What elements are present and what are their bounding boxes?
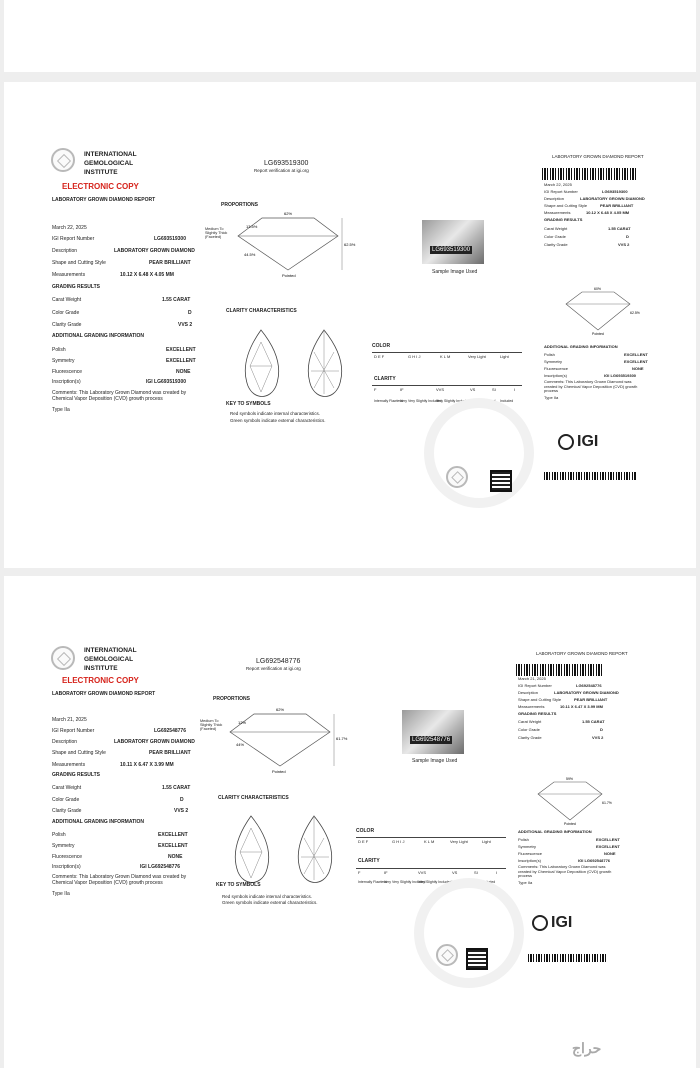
right-label-carat: Carat Weight xyxy=(544,226,568,231)
right-value-number: LG692548776 xyxy=(576,683,602,688)
clarity-scale-si: SI xyxy=(492,387,496,392)
label-description: Description xyxy=(52,248,78,254)
report-title: LABORATORY GROWN DIAMOND REPORT xyxy=(52,197,156,203)
right-proportions-diagram xyxy=(552,286,642,336)
value-shape: PEAR BRILLIANT xyxy=(149,750,191,756)
right-value-measurements: 10.12 X 6.48 X 4.05 MM xyxy=(586,210,630,215)
clarity-sub-3: Slightly Included xyxy=(452,880,478,884)
institute-line2: GEMOLOGICAL xyxy=(84,656,134,663)
report-1 xyxy=(4,82,696,568)
right-label-symmetry: Symmetry xyxy=(518,844,536,849)
clarity-sub-2: Very Slightly Included xyxy=(418,880,452,884)
right-label-additional: ADDITIONAL GRADING INFORMATION xyxy=(518,829,592,834)
right-label-shape: Shape and Cutting Style xyxy=(544,203,588,208)
clarity-sub-1: Very Very Slightly Included xyxy=(400,399,442,403)
right-value-carat: 1.55 CARAT xyxy=(608,226,631,231)
clarity-plot xyxy=(226,812,346,892)
right-comments: Comments: This Laboratory Grown Diamond was created by Chemical Vapor Deposition (CVD) growth process xyxy=(518,864,612,879)
right-label-color: Color Grade xyxy=(518,727,540,732)
right-label-additional: ADDITIONAL GRADING INFORMATION xyxy=(544,344,618,349)
label-additional: ADDITIONAL GRADING INFORMATION xyxy=(52,333,145,339)
label-clarity: CLARITY xyxy=(374,376,396,382)
right-table-pct: 59% xyxy=(566,777,574,781)
right-label-measurements: Measurements xyxy=(544,210,571,215)
igi-seal-icon xyxy=(51,148,75,172)
right-label-polish: Polish xyxy=(544,352,555,357)
value-symmetry: EXCELLENT xyxy=(158,843,188,849)
clarity-scale-line xyxy=(372,385,522,386)
right-proportions-diagram xyxy=(524,776,614,826)
label-carat: Carat Weight xyxy=(52,297,82,303)
right-bottom-barcode xyxy=(544,472,636,480)
right-value-shape: PEAR BRILLIANT xyxy=(574,697,608,702)
qr-code xyxy=(466,948,488,970)
report-date: March 22, 2025 xyxy=(52,225,87,231)
right-value-clarity: VVS 2 xyxy=(618,242,630,247)
report-page-1 xyxy=(4,82,696,568)
right-value-number: LG693519300 xyxy=(602,189,628,194)
value-clarity-grade: VVS 2 xyxy=(178,322,193,328)
right-value-description: LABORATORY GROWN DIAMOND xyxy=(580,196,645,201)
right-diamond-profile xyxy=(566,292,630,330)
qr-code xyxy=(490,470,512,492)
right-label-carat: Carat Weight xyxy=(518,719,542,724)
label-color-grade: Color Grade xyxy=(52,797,80,803)
value-polish: EXCELLENT xyxy=(166,347,196,353)
value-inscription: IGI LG692548776 xyxy=(140,864,181,870)
value-fluorescence: NONE xyxy=(168,854,183,860)
igi-logo xyxy=(532,914,572,932)
right-value-color: D xyxy=(626,234,629,239)
pavilion-pct: 44.5% xyxy=(244,252,256,257)
right-type: Type IIa xyxy=(544,395,559,400)
right-report-title: LABORATORY GROWN DIAMOND REPORT xyxy=(552,154,644,159)
label-fluorescence: Fluorescence xyxy=(52,369,83,375)
value-shape: PEAR BRILLIANT xyxy=(149,260,191,266)
color-scale-klm: K L M xyxy=(424,839,435,844)
color-scale-very-light: Very Light xyxy=(450,839,468,844)
right-value-carat: 1.55 CARAT xyxy=(582,719,605,724)
report-page-2 xyxy=(4,576,696,1068)
label-clarity-grade: Clarity Grade xyxy=(52,808,82,814)
institute-line2: GEMOLOGICAL xyxy=(84,160,134,167)
photo-inscription: LG693519300 xyxy=(432,247,471,253)
color-scale-light: Light xyxy=(500,354,509,359)
right-value-symmetry: EXCELLENT xyxy=(596,844,620,849)
clarity-sub-2: Very Slightly Included xyxy=(436,399,470,403)
right-label-polish: Polish xyxy=(518,837,529,842)
label-symmetry: Symmetry xyxy=(52,843,75,849)
previous-page-strip xyxy=(4,0,696,72)
pear-crown-facets xyxy=(250,342,272,392)
clarity-scale-f: F xyxy=(374,387,377,392)
right-date: March 22, 2025 xyxy=(544,182,572,187)
clarity-scale-vs: VS xyxy=(470,387,476,392)
institute-line3: INSTITUTE xyxy=(84,169,118,176)
institute-line1: INTERNATIONAL xyxy=(84,151,137,158)
value-measurements: 10.12 X 6.48 X 4.05 MM xyxy=(120,272,174,278)
right-pointed: Pointed xyxy=(592,332,604,336)
crown-pct: 12% xyxy=(238,720,247,725)
right-value-inscription: IGI LG692548776 xyxy=(578,858,611,863)
color-scale-very-light: Very Light xyxy=(468,354,486,359)
photo-inscription: LG692548776 xyxy=(412,737,451,743)
clarity-scale-if: IF xyxy=(400,387,404,392)
right-value-fluorescence: NONE xyxy=(604,851,616,856)
clarity-sub-1: Very Very Slightly Included xyxy=(384,880,426,884)
value-inscription: IGI LG693519300 xyxy=(146,379,187,385)
electronic-copy-label: ELECTRONIC COPY xyxy=(62,182,139,191)
color-scale-line xyxy=(372,352,522,353)
right-value-fluorescence: NONE xyxy=(632,366,644,371)
proportions-diagram xyxy=(218,208,358,278)
report-2 xyxy=(4,576,696,1068)
label-grading-results: GRADING RESULTS xyxy=(52,772,100,778)
right-label-clarity: Clarity Grade xyxy=(518,735,542,740)
table-pct: 62% xyxy=(284,211,293,216)
value-symmetry: EXCELLENT xyxy=(166,358,196,364)
report-date: March 21, 2025 xyxy=(52,717,87,723)
label-clarity-characteristics: CLARITY CHARACTERISTICS xyxy=(218,795,289,801)
watermark-seal xyxy=(414,878,524,988)
label-polish: Polish xyxy=(52,347,66,353)
color-scale-klm: K L M xyxy=(440,354,451,359)
sample-diamond-image xyxy=(422,220,484,264)
right-value-shape: PEAR BRILLIANT xyxy=(600,203,634,208)
electronic-copy-label: ELECTRONIC COPY xyxy=(62,676,139,685)
clarity-scale-si: SI xyxy=(474,870,478,875)
institute-line1: INTERNATIONAL xyxy=(84,647,137,654)
clarity-scale-i: I xyxy=(514,387,516,392)
girdle-label: Medium To Slightly Thick (Faceted) xyxy=(205,227,228,240)
table-pct: 62% xyxy=(276,707,285,712)
barcode xyxy=(516,664,604,676)
clarity-scale-if: IF xyxy=(384,870,388,875)
label-shape: Shape and Cutting Style xyxy=(52,750,106,756)
right-label-fluorescence: Fluorescence xyxy=(544,366,569,371)
pear-crown-view xyxy=(235,816,268,883)
proportions-diagram xyxy=(210,704,350,774)
label-shape: Shape and Cutting Style xyxy=(52,260,106,266)
value-color-grade: D xyxy=(188,310,192,316)
clarity-scale-i: I xyxy=(496,870,498,875)
right-depth-pct: 61.7% xyxy=(602,801,612,805)
label-color-grade: Color Grade xyxy=(52,310,80,316)
right-diamond-profile xyxy=(538,782,602,820)
comments-text: Comments: This Laboratory Grown Diamond was created by Chemical Vapor Deposition (CVD) growth process xyxy=(52,390,187,402)
pointed-label: Pointed xyxy=(272,769,286,774)
right-label-number: IGI Report Number xyxy=(518,683,552,688)
type-text: Type IIa xyxy=(52,407,70,413)
right-value-polish: EXCELLENT xyxy=(596,837,620,842)
pear-crown-facets xyxy=(240,828,262,878)
clarity-sub-3: Slightly Included xyxy=(470,399,496,403)
label-clarity: CLARITY xyxy=(358,858,380,864)
label-measurements: Measurements xyxy=(52,272,86,278)
pear-pavilion-view xyxy=(298,816,331,883)
igi-logo-text: IGI xyxy=(551,914,573,931)
value-polish: EXCELLENT xyxy=(158,832,188,838)
label-clarity-grade: Clarity Grade xyxy=(52,322,82,328)
depth-pct: 61.7% xyxy=(336,736,348,741)
color-scale-ghij: G H I J xyxy=(392,839,405,844)
key-green-text: Green symbols indicate external characteristics. xyxy=(222,900,318,905)
verify-text: Report verification at igi.org xyxy=(254,168,309,173)
key-red-text: Red symbols indicate internal characteristics. xyxy=(222,894,313,899)
label-report-number: IGI Report Number xyxy=(52,236,95,242)
label-description: Description xyxy=(52,739,78,745)
right-report-title: LABORATORY GROWN DIAMOND REPORT xyxy=(536,651,628,656)
right-label-inscriptions: Inscription(s) xyxy=(518,858,541,863)
igi-logo-ring-icon xyxy=(532,915,548,931)
center-report-number: LG693519300 xyxy=(264,160,309,167)
right-label-grading: GRADING RESULTS xyxy=(544,217,583,222)
institute-line3: INSTITUTE xyxy=(84,665,118,672)
clarity-scale-vvs: VVS xyxy=(418,870,427,875)
right-depth-pct: 62.5% xyxy=(630,311,640,315)
label-grading-results: GRADING RESULTS xyxy=(52,284,100,290)
clarity-plot xyxy=(236,326,356,406)
label-key-symbols: KEY TO SYMBOLS xyxy=(216,882,261,888)
label-clarity-characteristics: CLARITY CHARACTERISTICS xyxy=(226,308,297,314)
right-value-inscription: IGI LG693519300 xyxy=(604,373,637,378)
right-value-symmetry: EXCELLENT xyxy=(624,359,648,364)
comments-text: Comments: This Laboratory Grown Diamond was created by Chemical Vapor Deposition (CVD) growth process xyxy=(52,874,187,886)
igi-seal-icon xyxy=(51,646,75,670)
clarity-scale-vs: VS xyxy=(452,870,458,875)
right-value-description: LABORATORY GROWN DIAMOND xyxy=(554,690,619,695)
depth-pct: 62.5% xyxy=(344,242,356,247)
right-label-color: Color Grade xyxy=(544,234,566,239)
pear-pavilion-facets xyxy=(301,816,329,880)
value-description: LABORATORY GROWN DIAMOND xyxy=(114,248,195,254)
bottom-seal-icon xyxy=(446,466,468,488)
right-pointed: Pointed xyxy=(564,822,576,826)
color-scale-def: D E F xyxy=(358,839,369,844)
right-label-description: Description xyxy=(544,196,565,201)
right-label-clarity: Clarity Grade xyxy=(544,242,568,247)
value-carat: 1.55 CARAT xyxy=(162,297,191,303)
clarity-scale-line xyxy=(356,868,506,869)
sample-image-label: Sample Image Used xyxy=(412,758,458,764)
clarity-sub-4: Included xyxy=(500,399,514,403)
label-additional: ADDITIONAL GRADING INFORMATION xyxy=(52,819,145,825)
bottom-seal-icon xyxy=(436,944,458,966)
label-carat: Carat Weight xyxy=(52,785,82,791)
clarity-sub-0: Internally Flawless xyxy=(358,880,387,884)
clarity-sub-4: Included xyxy=(482,880,496,884)
pear-crown-view xyxy=(245,330,278,397)
color-scale-ghij: G H I J xyxy=(408,354,421,359)
label-symmetry: Symmetry xyxy=(52,358,75,364)
key-green-text: Green symbols indicate external characteristics. xyxy=(230,418,326,423)
verify-text: Report verification at igi.org xyxy=(246,666,301,671)
value-fluorescence: NONE xyxy=(176,369,191,375)
pear-pavilion-view xyxy=(308,330,341,397)
right-label-description: Description xyxy=(518,690,539,695)
label-polish: Polish xyxy=(52,832,66,838)
igi-logo-ring-icon xyxy=(558,434,574,450)
value-description: LABORATORY GROWN DIAMOND xyxy=(114,739,195,745)
right-label-number: IGI Report Number xyxy=(544,189,578,194)
right-label-grading: GRADING RESULTS xyxy=(518,711,557,716)
label-key-symbols: KEY TO SYMBOLS xyxy=(226,401,271,407)
right-label-measurements: Measurements xyxy=(518,704,545,709)
clarity-scale-vvs: VVS xyxy=(436,387,445,392)
right-value-color: D xyxy=(600,727,603,732)
barcode xyxy=(542,168,636,180)
value-carat: 1.55 CARAT xyxy=(162,785,191,791)
label-proportions: PROPORTIONS xyxy=(213,696,250,702)
igi-logo-text: IGI xyxy=(577,433,599,450)
value-measurements: 10.11 X 6.47 X 3.99 MM xyxy=(120,762,174,768)
color-scale-line xyxy=(356,837,506,838)
label-color: COLOR xyxy=(372,343,391,349)
value-clarity-grade: VVS 2 xyxy=(174,808,189,814)
label-inscriptions: Inscription(s) xyxy=(52,379,81,385)
right-bottom-barcode xyxy=(528,954,608,962)
value-color-grade: D xyxy=(180,797,184,803)
report-title: LABORATORY GROWN DIAMOND REPORT xyxy=(52,691,156,697)
sample-image-label: Sample Image Used xyxy=(432,269,478,275)
clarity-sub-0: Internally Flawless xyxy=(374,399,403,403)
color-scale-def: D E F xyxy=(374,354,385,359)
label-measurements: Measurements xyxy=(52,762,86,768)
value-report-number: LG693519300 xyxy=(154,236,186,242)
label-inscriptions: Inscription(s) xyxy=(52,864,81,870)
pavilion-pct: 44% xyxy=(236,742,245,747)
right-type: Type IIa xyxy=(518,880,533,885)
right-label-inscriptions: Inscription(s) xyxy=(544,373,567,378)
right-date: March 21, 2025 xyxy=(518,676,546,681)
color-scale-light: Light xyxy=(482,839,491,844)
label-proportions: PROPORTIONS xyxy=(221,202,258,208)
right-value-polish: EXCELLENT xyxy=(624,352,648,357)
type-text: Type IIa xyxy=(52,891,70,897)
label-report-number: IGI Report Number xyxy=(52,728,95,734)
label-fluorescence: Fluorescence xyxy=(52,854,83,860)
right-value-clarity: VVS 2 xyxy=(592,735,604,740)
right-comments: Comments: This Laboratory Grown Diamond was created by Chemical Vapor Deposition (CVD) growth process xyxy=(544,379,638,394)
watermark-seal xyxy=(424,398,534,508)
crown-pct: 13.5% xyxy=(246,224,258,229)
right-value-measurements: 10.11 X 6.47 X 3.99 MM xyxy=(560,704,603,709)
right-label-symmetry: Symmetry xyxy=(544,359,562,364)
center-report-number: LG692548776 xyxy=(256,658,301,665)
right-table-pct: 60% xyxy=(594,287,602,291)
sample-diamond-image xyxy=(402,710,464,754)
label-color: COLOR xyxy=(356,828,375,834)
right-label-fluorescence: Fluorescence xyxy=(518,851,543,856)
igi-logo xyxy=(558,433,598,451)
value-report-number: LG692548776 xyxy=(154,728,186,734)
right-label-shape: Shape and Cutting Style xyxy=(518,697,562,702)
key-red-text: Red symbols indicate internal characteristics. xyxy=(230,411,321,416)
girdle-label: Medium To Slightly Thick (Faceted) xyxy=(200,719,223,732)
clarity-scale-f: F xyxy=(358,870,361,875)
site-watermark: حراج xyxy=(572,1040,602,1056)
pear-pavilion-facets xyxy=(311,330,339,394)
pointed-label: Pointed xyxy=(282,273,296,278)
